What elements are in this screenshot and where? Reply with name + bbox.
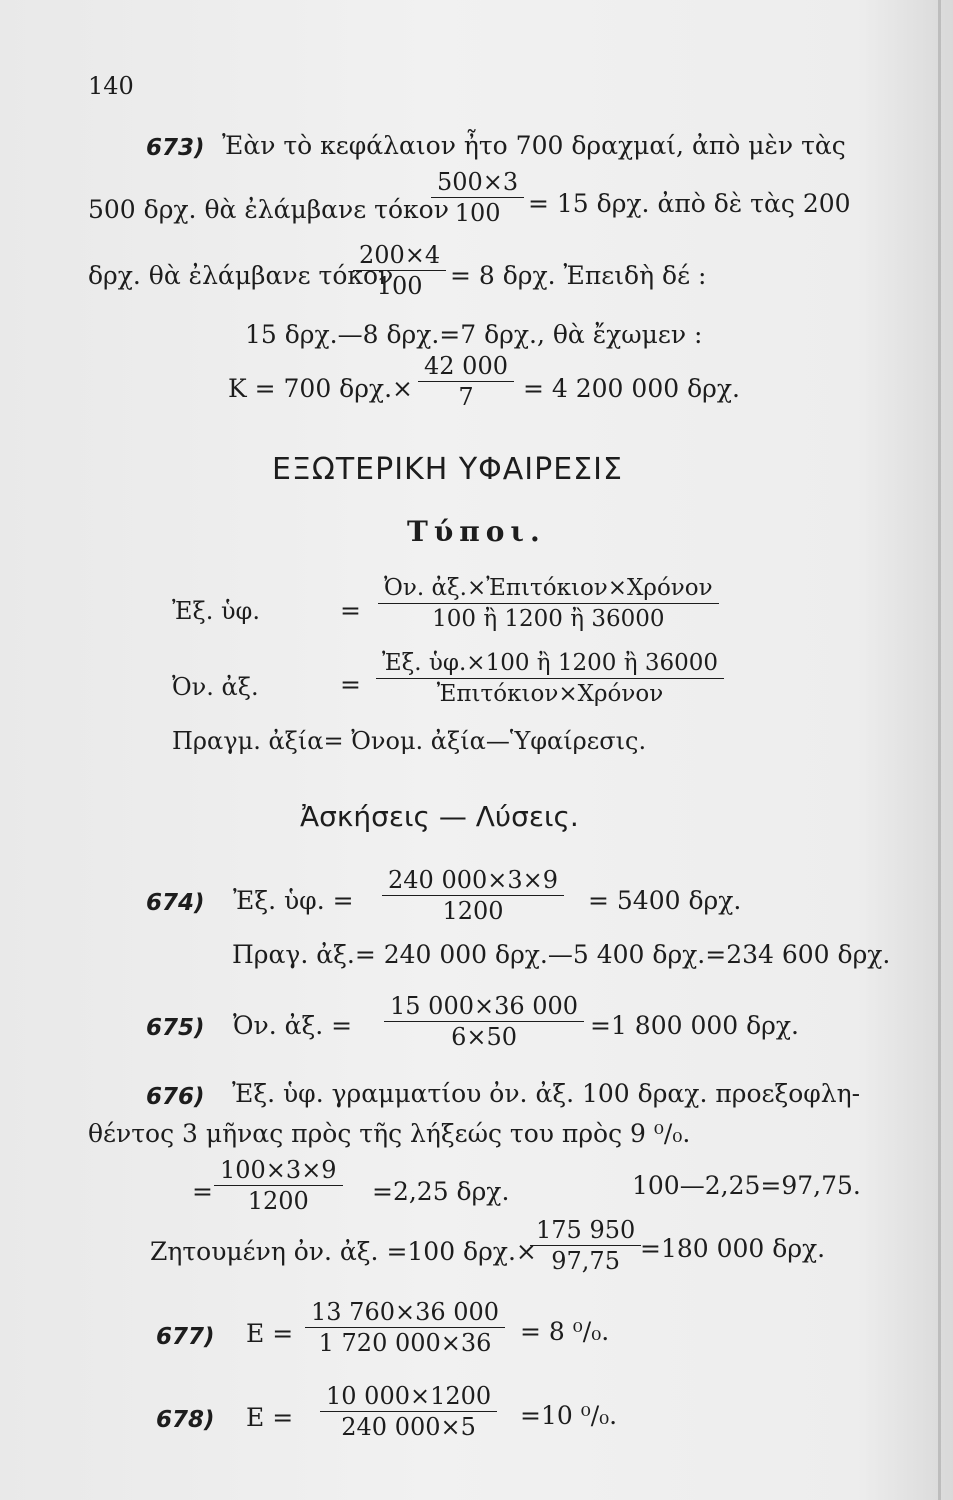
fraction-numerator: 13 760×36 000 bbox=[305, 1298, 505, 1328]
formula-2-fraction bbox=[376, 649, 724, 708]
problem-678-number: 678) bbox=[156, 1407, 215, 1433]
fraction-675 bbox=[384, 992, 584, 1051]
problem-674-line2: Πραγ. ἀξ.= 240 000 δρχ.—5 400 δρχ.=234 600 δρχ. bbox=[232, 940, 891, 969]
fraction-numerator: 240 000×3×9 bbox=[382, 866, 564, 896]
fraction-denominator: 6×50 bbox=[451, 1023, 517, 1051]
problem-676-line1: Ἐξ. ὑφ. γραμματίου ὀν. ἀξ. 100 δραχ. προεξοφλη- bbox=[232, 1079, 861, 1108]
fraction-denominator: 1 720 000×36 bbox=[318, 1329, 492, 1357]
fraction-678 bbox=[320, 1382, 497, 1441]
fraction-numerator: Ἐξ. ὑφ.×100 ἢ 1200 ἢ 36000 bbox=[376, 649, 724, 679]
section-title: ΕΞΩΤΕΡΙΚΗ ΥΦΑΙΡΕΣΙΣ bbox=[272, 452, 623, 487]
fraction-denominator: 97,75 bbox=[551, 1247, 620, 1275]
page-number: 140 bbox=[88, 72, 134, 100]
formula-1-label: Ἐξ. ὑφ. bbox=[172, 597, 260, 625]
formula-1-equals: = bbox=[340, 596, 361, 625]
problem-677-prefix: Ε = bbox=[246, 1319, 294, 1348]
problem-675-number: 675) bbox=[146, 1015, 205, 1041]
problem-676-line2: θέντος 3 μῆνας πρὸς τῆς λήξεώς του πρὸς 9 ⁰/₀. bbox=[88, 1119, 691, 1148]
page-edge bbox=[938, 0, 941, 1500]
formulas-title: Τύποι. bbox=[407, 515, 546, 548]
fraction-677 bbox=[305, 1298, 505, 1357]
fraction-500x3 bbox=[431, 168, 524, 227]
fraction-42000-over-7 bbox=[418, 352, 514, 411]
problem-675-prefix: Ὀν. ἀξ. = bbox=[233, 1011, 353, 1040]
problem-673-line4: 15 δρχ.—8 δρχ.=7 δρχ., θὰ ἔχωμεν : bbox=[245, 320, 703, 349]
problem-673-line1: Ἐὰν τὸ κεφάλαιον ἦτο 700 δραχμαί, ἀπὸ μὲν τὰς bbox=[222, 131, 846, 160]
problem-673-line5-suffix: = 4 200 000 δρχ. bbox=[523, 374, 740, 403]
fraction-numerator: 10 000×1200 bbox=[320, 1382, 497, 1412]
problem-673-line5-prefix: Κ = 700 δρχ.× bbox=[228, 374, 413, 403]
fraction-denominator: 240 000×5 bbox=[341, 1413, 476, 1441]
problem-674-suffix: = 5400 δρχ. bbox=[588, 886, 742, 915]
fraction-numerator: 100×3×9 bbox=[214, 1156, 343, 1186]
formula-2-equals: = bbox=[340, 670, 361, 699]
problem-676-equals: = bbox=[192, 1177, 213, 1206]
problem-678-suffix: =10 ⁰/₀. bbox=[520, 1401, 618, 1430]
problem-674-prefix: Ἐξ. ὑφ. = bbox=[233, 886, 354, 915]
formula-3: Πραγμ. ἀξία= Ὀνομ. ἀξία—Ὑφαίρεσις. bbox=[172, 727, 647, 755]
fraction-200x4 bbox=[353, 241, 446, 300]
problem-673-line3-prefix: δρχ. θὰ ἐλάμβανε τόκον bbox=[88, 261, 394, 290]
fraction-denominator: 1200 bbox=[247, 1187, 309, 1215]
fraction-numerator: Ὀν. ἀξ.×Ἐπιτόκιον×Χρόνον bbox=[378, 574, 719, 604]
formula-1-fraction bbox=[378, 574, 719, 633]
fraction-numerator: 15 000×36 000 bbox=[384, 992, 584, 1022]
problem-673-line3-suffix: = 8 δρχ. Ἐπειδὴ δέ : bbox=[450, 261, 707, 290]
problem-678-prefix: Ε = bbox=[246, 1403, 294, 1432]
fraction-denominator: 100 bbox=[376, 272, 423, 300]
fraction-numerator: 200×4 bbox=[353, 241, 446, 271]
fraction-676-b bbox=[530, 1216, 641, 1275]
fraction-674 bbox=[382, 866, 564, 925]
problem-676-line4-prefix: Ζητουμένη ὀν. ἀξ. =100 δρχ.× bbox=[150, 1237, 537, 1266]
problem-676-result: =2,25 δρχ. bbox=[372, 1177, 510, 1206]
problem-676-number: 676) bbox=[146, 1084, 205, 1110]
problem-673-line2-suffix: = 15 δρχ. ἀπὸ δὲ τὰς 200 bbox=[528, 189, 851, 218]
fraction-numerator: 175 950 bbox=[530, 1216, 641, 1246]
formula-2-label: Ὀν. ἀξ. bbox=[172, 673, 259, 701]
fraction-denominator: 7 bbox=[458, 383, 474, 411]
fraction-denominator: Ἐπιτόκιον×Χρόνον bbox=[436, 681, 664, 707]
fraction-numerator: 42 000 bbox=[418, 352, 514, 382]
problem-677-suffix: = 8 ⁰/₀. bbox=[520, 1317, 610, 1346]
fraction-numerator: 500×3 bbox=[431, 168, 524, 198]
problem-675-suffix: =1 800 000 δρχ. bbox=[590, 1011, 799, 1040]
fraction-denominator: 1200 bbox=[442, 897, 504, 925]
problem-676-line4-suffix: =180 000 δρχ. bbox=[640, 1234, 826, 1263]
problem-676-side-calc: 100—2,25=97,75. bbox=[632, 1171, 861, 1200]
fraction-denominator: 100 bbox=[454, 199, 501, 227]
exercises-title: Ἀσκήσεις — Λύσεις. bbox=[300, 800, 579, 833]
problem-677-number: 677) bbox=[156, 1324, 215, 1350]
problem-673-line2-prefix: 500 δρχ. θὰ ἐλάμβανε τόκον bbox=[88, 195, 449, 224]
problem-674-number: 674) bbox=[146, 890, 205, 916]
fraction-676-a bbox=[214, 1156, 343, 1215]
fraction-denominator: 100 ἢ 1200 ἢ 36000 bbox=[432, 606, 665, 632]
problem-673-number: 673) bbox=[146, 135, 205, 161]
